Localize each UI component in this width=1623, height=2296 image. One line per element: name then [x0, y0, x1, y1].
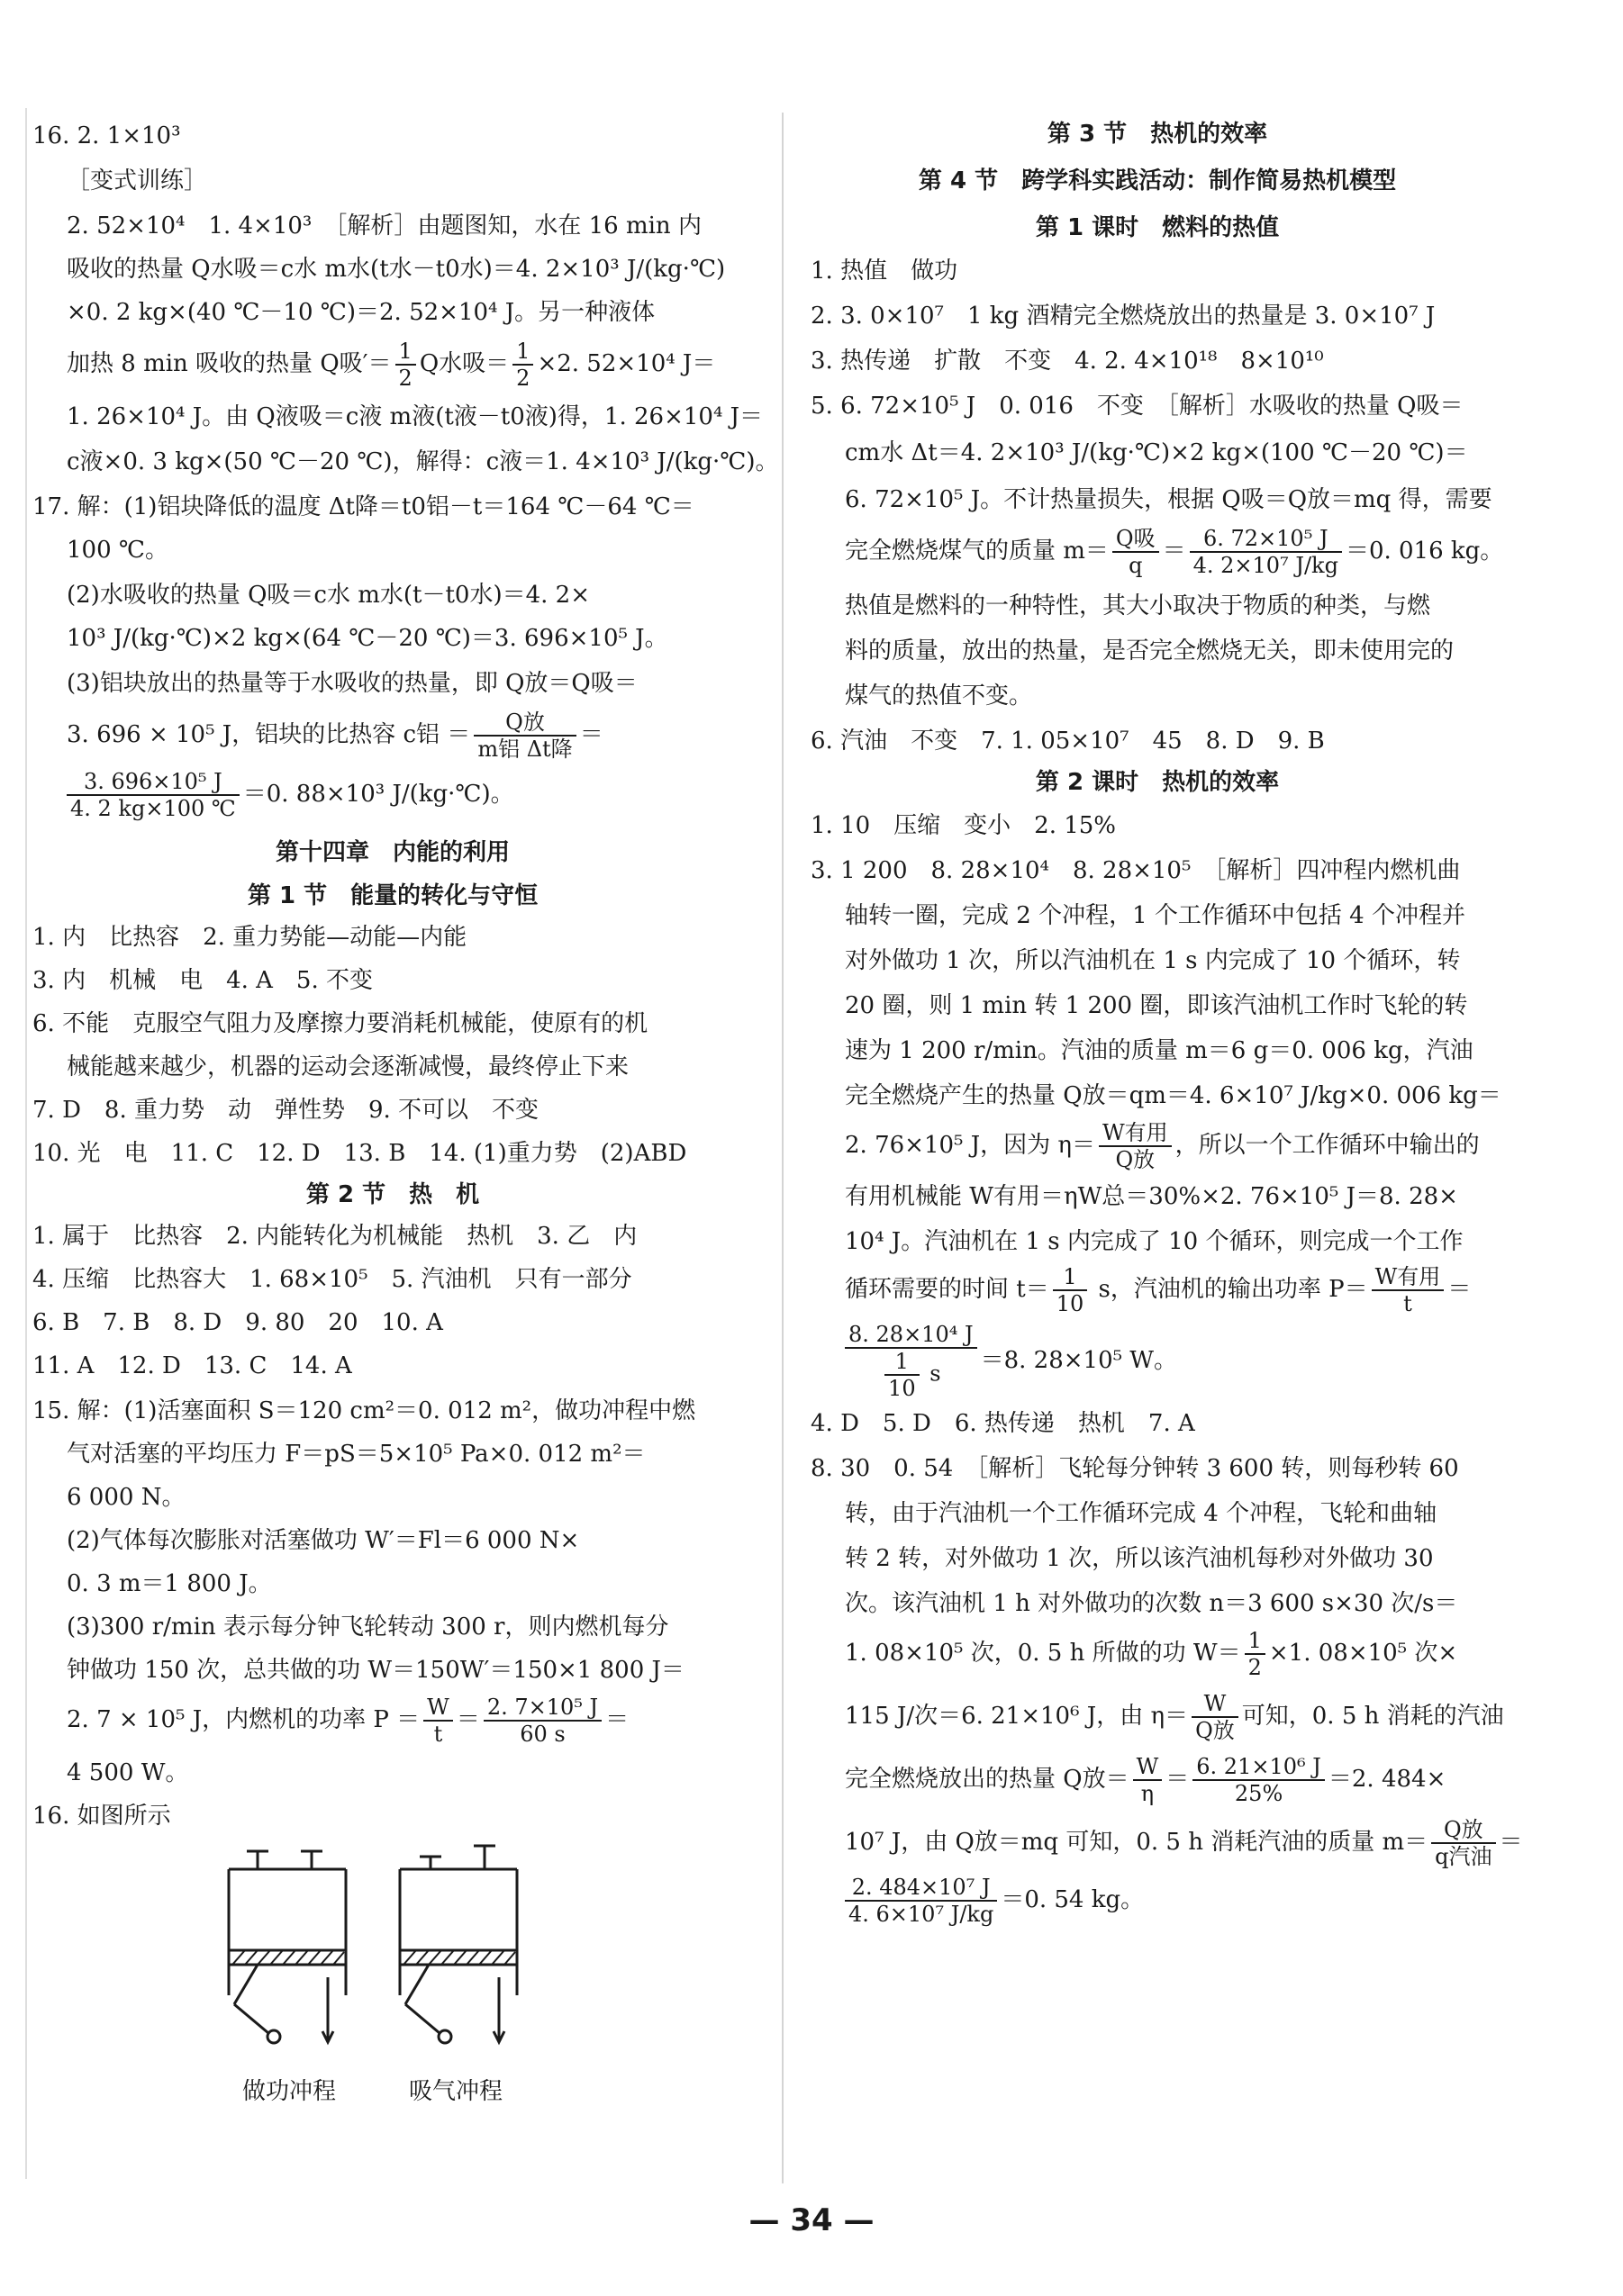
text: ×2. 52×10⁴ J＝	[537, 350, 716, 377]
answer-line: 7. D 8. 重力势 动 弹性势 9. 不可以 不变	[32, 1097, 539, 1124]
answer-8-line: 转 2 转，对外做功 1 次，所以该汽油机每秒对外做功 30	[845, 1545, 1434, 1572]
numerator: 6. 72×10⁵ J	[1190, 526, 1342, 553]
answer-17-line: (3)铝块放出的热量等于水吸收的热量，即 Q放＝Q吸＝	[67, 670, 638, 697]
variant-line: 1. 26×10⁴ J。由 Q液吸＝c液 m液(t液－t0液)得，1. 26×10⁴ J＝	[67, 403, 764, 430]
answer-5-line: 料的质量，放出的热量，是否完全燃烧无关，即未使用完的	[845, 637, 1455, 664]
fraction	[1431, 1817, 1495, 1869]
answer-8-line	[811, 1754, 1504, 1806]
variant-line: 2. 52×10⁴ 1. 4×10³ ［解析］由题图知，水在 16 min 内	[67, 212, 702, 240]
section-title: 第 3 节 热机的效率	[1047, 121, 1268, 148]
fraction	[1245, 1628, 1265, 1680]
text: ×1. 08×10⁵ 次×	[1268, 1640, 1458, 1667]
text: ＝0. 54 kg。	[1001, 1886, 1145, 1913]
denominator: 60 s	[520, 1722, 566, 1747]
text: ＝	[1447, 1276, 1472, 1303]
page-edge-line	[25, 108, 27, 2179]
variant-line: c液×0. 3 kg×(50 ℃－20 ℃)，解得：c液＝1. 4×10³ J/(kg·℃)。	[67, 448, 779, 475]
text: 加热 8 min 吸收的热量 Q吸′＝	[67, 350, 392, 377]
numerator: 8. 28×10⁴ J	[845, 1322, 977, 1349]
answer-16: 16. 2. 1×10³	[32, 122, 181, 149]
answer-17-line: 10³ J/(kg·℃)×2 kg×(64 ℃－20 ℃)＝3. 696×10⁵ J。	[67, 625, 668, 652]
numerator: Q放	[1431, 1817, 1495, 1844]
denominator: t	[433, 1722, 443, 1747]
text: 3. 696 × 10⁵ J，铝块的比热容 c铝 ＝	[67, 721, 471, 748]
fraction	[845, 1875, 997, 1927]
answer-line: 3. 热传递 扩散 不变 4. 2. 4×10¹⁸ 8×10¹⁰	[811, 348, 1324, 375]
denominator: 4. 6×10⁷ J/kg	[848, 1902, 994, 1927]
answer-5-line: 热值是燃料的一种特性，其大小取决于物质的种类，与燃	[845, 592, 1431, 619]
text: 1. 08×10⁵ 次，0. 5 h 所做的功 W＝	[845, 1640, 1241, 1667]
answer-17-line	[32, 769, 753, 821]
engine-stroke-diagram	[222, 1842, 726, 2121]
text: ＝	[456, 1706, 480, 1733]
answer-15-line: (3)300 r/min 表示每分钟飞轮转动 300 r，则内燃机每分	[67, 1614, 669, 1641]
numerator: W	[423, 1695, 453, 1722]
text: s	[922, 1360, 941, 1387]
answer-8-line	[811, 1875, 1504, 1927]
text: ＝	[1162, 538, 1186, 565]
numerator: W有用	[1372, 1264, 1445, 1291]
text: ＝8. 28×10⁵ W。	[980, 1347, 1178, 1374]
fraction	[1192, 1691, 1238, 1743]
denominator: q	[1129, 553, 1143, 578]
text: s，汽油机的输出功率 P＝	[1091, 1276, 1368, 1303]
denominator: 10	[1056, 1291, 1084, 1316]
answer-15-line: 4 500 W。	[67, 1759, 189, 1786]
answer-15: 15. 解：(1)活塞面积 S＝120 cm²＝0. 012 m²，做功冲程中燃	[32, 1397, 696, 1424]
answer-3-line: 对外做功 1 次，所以汽油机在 1 s 内完成了 10 个循环，转	[845, 947, 1461, 974]
fraction	[1133, 1754, 1163, 1806]
denominator: 2	[1247, 1655, 1262, 1680]
answer-16b: 16. 如图所示	[32, 1803, 171, 1830]
figure-caption-power-stroke: 做功冲程	[241, 2078, 336, 2105]
fraction	[1372, 1264, 1445, 1316]
denominator: 2	[398, 366, 413, 391]
fraction	[474, 710, 576, 762]
numerator: W	[1133, 1754, 1163, 1781]
numerator: 1	[1053, 1264, 1088, 1291]
answer-line: 10. 光 电 11. C 12. D 13. B 14. (1)重力势 (2)ABD	[32, 1140, 687, 1167]
answer-8: 8. 30 0. 54 ［解析］飞轮每分钟转 3 600 转，则每秒转 60	[811, 1455, 1459, 1482]
answer-3-line	[811, 1120, 1504, 1172]
answer-17-line: (2)水吸收的热量 Q吸＝c水 m水(t－t0水)＝4. 2×	[67, 582, 591, 609]
answer-3-line: 轴转一圈，完成 2 个冲程，1 个工作循环中包括 4 个冲程并	[845, 902, 1465, 929]
engine-cylinders-figure	[222, 1842, 564, 2076]
variant-line: 吸收的热量 Q水吸＝c水 m水(t水－t0水)＝4. 2×10³ J/(kg·℃)	[67, 256, 726, 283]
numerator: W	[1192, 1691, 1238, 1718]
variant-line: ×0. 2 kg×(40 ℃－10 ℃)＝2. 52×10⁴ J。另一种液体	[67, 299, 656, 326]
denominator: 4. 2×10⁷ J/kg	[1192, 553, 1338, 578]
answer-5-line	[811, 526, 1504, 578]
denominator: η	[1140, 1781, 1155, 1806]
text: ＝	[605, 1706, 630, 1733]
answer-8-line	[811, 1817, 1523, 1869]
fraction	[423, 1695, 453, 1747]
answer-5: 5. 6. 72×10⁵ J 0. 016 不变 ［解析］水吸收的热量 Q吸＝	[811, 393, 1464, 420]
section-title: 第 1 节 能量的转化与守恒	[247, 882, 539, 909]
answer-17: 17. 解：(1)铝块降低的温度 Δt降＝t0铝－t＝164 ℃－64 ℃＝	[32, 493, 694, 520]
fraction	[1192, 1754, 1325, 1806]
answer-8-line	[811, 1628, 1504, 1680]
denominator: q汽油	[1435, 1844, 1492, 1869]
numerator: 3. 696×10⁵ J	[67, 769, 240, 796]
answer-3-line: 10⁴ J。汽油机在 1 s 内完成了 10 个循环，则完成一个工作	[845, 1228, 1464, 1255]
text: 完全燃烧煤气的质量 m＝	[845, 538, 1109, 565]
answer-line: 1. 10 压缩 变小 2. 15%	[811, 812, 1117, 839]
answer-line: 3. 内 机械 电 4. A 5. 不变	[32, 967, 373, 994]
numerator: 1	[884, 1349, 920, 1376]
denominator: Q放	[1195, 1718, 1235, 1743]
answer-5-line: cm水 Δt＝4. 2×10³ J/(kg·℃)×2 kg×(100 ℃－20 ℃)＝	[845, 439, 1468, 466]
answer-3-line	[811, 1322, 1504, 1401]
fraction	[484, 1695, 602, 1747]
answer-5-line: 6. 72×10⁵ J。不计热量损失，根据 Q吸＝Q放＝mq 得，需要	[845, 486, 1492, 513]
figure-caption-intake-stroke: 吸气冲程	[408, 2078, 503, 2105]
variant-line	[32, 339, 753, 391]
numerator: W有用	[1099, 1120, 1172, 1147]
numerator: 2. 7×10⁵ J	[484, 1695, 602, 1722]
intake-stroke-cylinder	[400, 1846, 517, 2043]
text: ＝2. 484×	[1328, 1766, 1446, 1793]
numerator: 1	[1245, 1628, 1265, 1655]
answer-line: 11. A 12. D 13. C 14. A	[32, 1352, 352, 1379]
text: 2. 7 × 10⁵ J，内燃机的功率 P ＝	[67, 1706, 421, 1733]
text: 10⁷ J，由 Q放＝mq 可知，0. 5 h 消耗汽油的质量 m＝	[845, 1829, 1428, 1856]
text: ＝0. 88×10³ J/(kg·℃)。	[242, 781, 514, 808]
answer-15-line: (2)气体每次膨胀对活塞做功 W′＝Fl＝6 000 N×	[67, 1527, 580, 1554]
fraction	[512, 339, 533, 391]
answer-15-line: 0. 3 m＝1 800 J。	[67, 1570, 272, 1597]
text: ＝0. 016 kg。	[1345, 538, 1504, 565]
answer-line: 6. B 7. B 8. D 9. 80 20 10. A	[32, 1309, 443, 1336]
denominator: 25%	[1234, 1781, 1283, 1806]
fraction	[395, 339, 416, 391]
fraction	[1053, 1264, 1088, 1316]
text: 循环需要的时间 t＝	[845, 1276, 1049, 1303]
answer-line: 6. 不能 克服空气阻力及摩擦力要消耗机械能，使原有的机	[32, 1010, 648, 1037]
right-column	[811, 106, 1523, 1927]
answer-17-line: 100 ℃。	[67, 537, 168, 564]
numerator: 1	[395, 339, 416, 366]
answer-15-line	[32, 1695, 753, 1747]
fraction	[1112, 526, 1159, 578]
fraction	[1099, 1120, 1172, 1172]
answer-15-line: 气对活塞的平均压力 F＝pS＝5×10⁵ Pa×0. 012 m²＝	[67, 1441, 646, 1468]
text: 完全燃烧放出的热量 Q放＝	[845, 1766, 1129, 1793]
denominator	[845, 1349, 977, 1401]
page-number: — 34 —	[748, 2202, 875, 2238]
column-divider	[782, 113, 784, 2183]
denominator: 2	[516, 366, 530, 391]
answer-line: 1. 属于 比热容 2. 内能转化为机械能 热机 3. 乙 内	[32, 1223, 638, 1250]
numerator: 1	[512, 339, 533, 366]
answer-3: 3. 1 200 8. 28×10⁴ 8. 28×10⁵ ［解析］四冲程内燃机曲	[811, 857, 1461, 884]
denominator: 4. 2 kg×100 ℃	[70, 796, 236, 821]
numerator: 6. 21×10⁶ J	[1192, 1754, 1325, 1781]
numerator: Q放	[474, 710, 576, 737]
text: ＝	[1165, 1766, 1190, 1793]
variant-heading: ［变式训练］	[67, 167, 208, 194]
answer-3-line: 速为 1 200 r/min。汽油的质量 m＝6 g＝0. 006 kg，汽油	[845, 1037, 1473, 1064]
answer-17-line: 3. 696 × 10⁵ J，铝块的比热容 c铝 ＝ $\frac{\text{Q放}}{\text{m铝 Δt降}}$ ＝	[67, 710, 603, 762]
text: 可知，0. 5 h 消耗的汽油	[1241, 1703, 1504, 1730]
answer-8-line: 转，由于汽油机一个工作循环完成 4 个冲程，飞轮和曲轴	[845, 1500, 1437, 1527]
text: 2. 76×10⁵ J，因为 η＝	[845, 1132, 1095, 1159]
answer-line: 6. 汽油 不变 7. 1. 05×10⁷ 45 8. D 9. B	[811, 728, 1325, 755]
left-column	[32, 106, 779, 2121]
denominator: t	[1403, 1291, 1412, 1316]
answer-15-line: 钟做功 150 次，总共做的功 W＝150W′＝150×1 800 J＝	[67, 1657, 685, 1684]
answer-line: 4. 压缩 比热容大 1. 68×10⁵ 5. 汽油机 只有一部分	[32, 1266, 632, 1293]
answer-5-line: 煤气的热值不变。	[845, 682, 1033, 710]
lesson-title: 第 1 课时 燃料的热值	[1035, 214, 1280, 241]
denominator: m铝 Δt降	[477, 737, 573, 762]
text: ，所以一个工作循环中输出的	[1174, 1132, 1480, 1159]
answer-15-line: 6 000 N。	[67, 1484, 186, 1511]
text: 115 J/次＝6. 21×10⁶ J，由 η＝	[845, 1703, 1189, 1730]
section-title: 第 2 节 热 机	[305, 1181, 480, 1208]
answer-line: 4. D 5. D 6. 热传递 热机 7. A	[811, 1410, 1195, 1437]
answer-8-line: 次。该汽油机 1 h 对外做功的次数 n＝3 600 s×30 次/s＝	[845, 1590, 1458, 1617]
answer-line: 1. 热值 做功	[811, 258, 958, 285]
fraction	[1190, 526, 1342, 578]
power-stroke-cylinder	[229, 1851, 346, 2043]
answer-3-line	[811, 1264, 1504, 1316]
answer-3-line: 完全燃烧产生的热量 Q放＝qm＝4. 6×10⁷ J/kg×0. 006 kg＝	[845, 1082, 1501, 1109]
denominator: Q放	[1115, 1147, 1156, 1172]
answer-3-line: 20 圈，则 1 min 转 1 200 圈，即该汽油机工作时飞轮的转	[845, 992, 1468, 1019]
answer-8-line	[811, 1691, 1504, 1743]
lesson-title: 第 2 课时 热机的效率	[1035, 769, 1280, 796]
fraction	[884, 1349, 920, 1401]
answer-line: 2. 3. 0×10⁷ 1 kg 酒精完全燃烧放出的热量是 3. 0×10⁷ J	[811, 303, 1436, 330]
numerator: Q吸	[1112, 526, 1159, 553]
text: Q水吸＝	[419, 350, 510, 377]
answer-3-line: 有用机械能 W有用＝ηW总＝30%×2. 76×10⁵ J＝8. 28×	[845, 1183, 1458, 1210]
fraction	[845, 1322, 977, 1401]
numerator: 2. 484×10⁷ J	[845, 1875, 997, 1902]
section-title: 第 4 节 跨学科实践活动：制作简易热机模型	[918, 167, 1397, 194]
chapter-title: 第十四章 内能的利用	[275, 839, 510, 866]
text: ＝	[1499, 1829, 1523, 1856]
denominator: 10	[888, 1376, 916, 1401]
fraction	[67, 769, 240, 821]
answer-line: 械能越来越少，机器的运动会逐渐减慢，最终停止下来	[67, 1053, 630, 1080]
answer-line: 1. 内 比热容 2. 重力势能—动能—内能	[32, 924, 467, 951]
